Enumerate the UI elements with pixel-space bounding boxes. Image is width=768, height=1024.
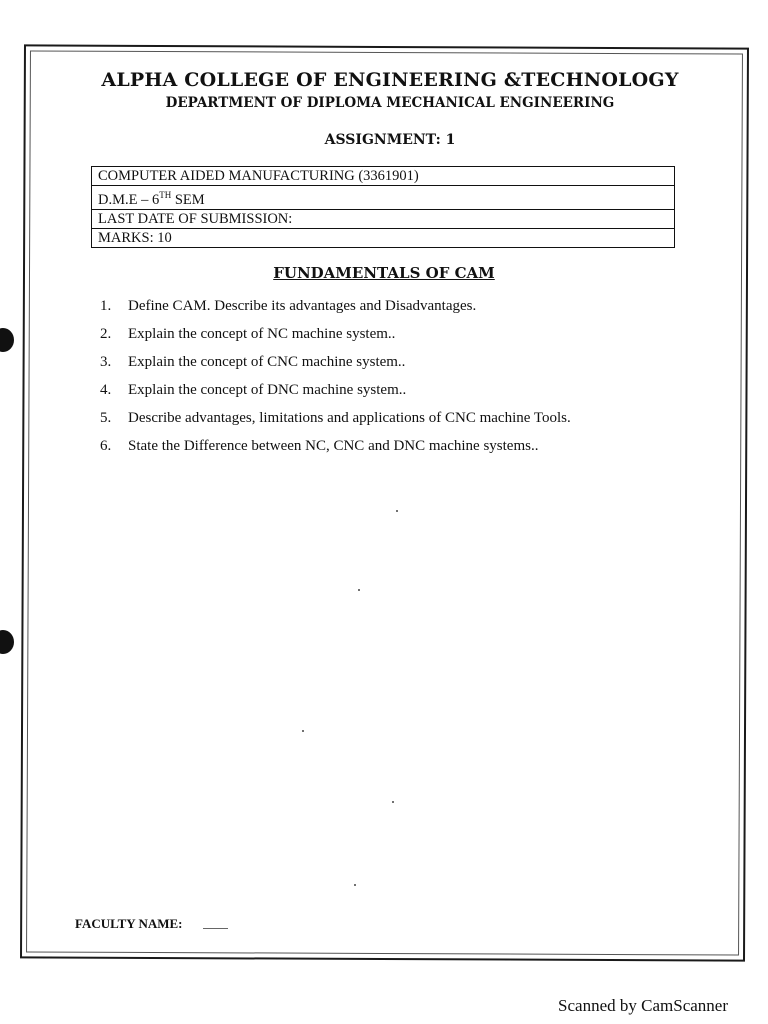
list-item: [100, 352, 700, 380]
semester-superscript: TH: [159, 190, 172, 200]
list-item: [100, 324, 700, 352]
list-item: [100, 408, 700, 436]
question-text: Explain the concept of DNC machine system..: [128, 382, 407, 398]
question-text: Define CAM. Describe its advantages and Disadvantages.: [128, 298, 477, 314]
scan-speck: [354, 884, 356, 886]
question-number: 3.: [100, 354, 112, 370]
scan-speck: [358, 589, 360, 591]
semester-prefix: D.M.E – 6: [98, 191, 160, 208]
list-item: [100, 296, 700, 324]
section-title: FUNDAMENTALS OF CAM: [273, 264, 495, 282]
assignment-title: ASSIGNMENT: 1: [324, 132, 456, 148]
semester-suffix: SEM: [171, 191, 205, 208]
table-row: [92, 209, 675, 228]
department-name: DEPARTMENT OF DIPLOMA MECHANICAL ENGINEERING: [165, 95, 615, 111]
question-text: Explain the concept of NC machine system..: [128, 326, 396, 342]
last-date-cell: LAST DATE OF SUBMISSION:: [92, 209, 675, 228]
question-list: [100, 296, 700, 464]
question-number: 1.: [100, 298, 112, 314]
question-text: Explain the concept of CNC machine system..: [128, 354, 406, 370]
assignment-info-table: [91, 166, 675, 248]
scan-speck: [396, 510, 398, 512]
table-row: [92, 228, 675, 247]
question-number: 4.: [100, 382, 112, 398]
question-number: 5.: [100, 410, 112, 426]
question-number: 6.: [100, 438, 112, 454]
faculty-name-line: [203, 928, 228, 929]
punch-hole-top: [0, 328, 14, 352]
subject-cell: COMPUTER AIDED MANUFACTURING (3361901): [92, 167, 675, 186]
list-item: [100, 380, 700, 408]
punch-hole-bottom: [0, 630, 14, 654]
scan-speck: [302, 730, 304, 732]
question-text: Describe advantages, limitations and applications of CNC machine Tools.: [128, 410, 571, 426]
table-row: [92, 167, 675, 186]
question-number: 2.: [100, 326, 112, 342]
scanner-watermark: Scanned by CamScanner: [558, 996, 728, 1015]
semester-cell: [92, 186, 675, 210]
college-name: ALPHA COLLEGE OF ENGINEERING &TECHNOLOGY: [101, 69, 679, 91]
faculty-name-label: FACULTY NAME:: [75, 916, 183, 931]
marks-cell: MARKS: 10: [92, 228, 675, 247]
question-text: State the Difference between NC, CNC and DNC machine systems..: [128, 438, 539, 454]
scan-speck: [392, 801, 394, 803]
table-row: [92, 186, 675, 210]
list-item: [100, 436, 700, 464]
